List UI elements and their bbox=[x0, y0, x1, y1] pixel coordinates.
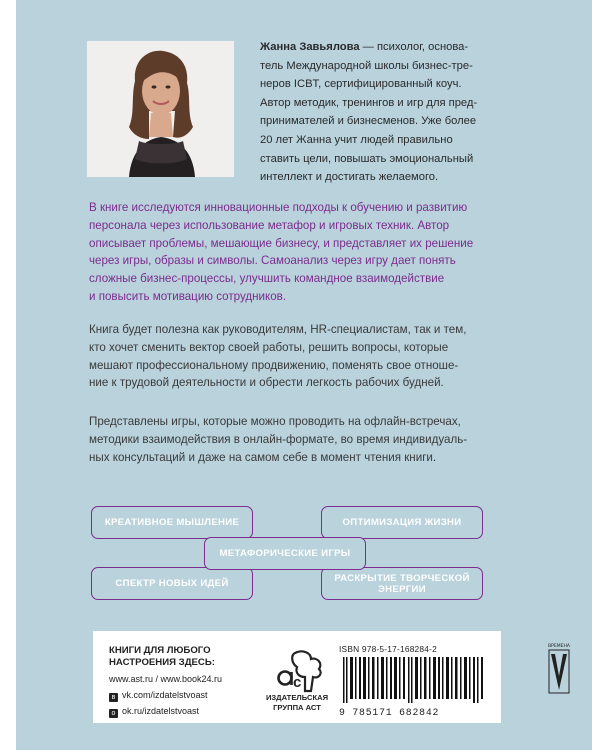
author-bio-line: интеллект и достигать желаемого. bbox=[260, 171, 439, 184]
vk-icon: в bbox=[109, 693, 118, 702]
svg-text:c: c bbox=[293, 674, 302, 691]
description-paragraph bbox=[89, 199, 539, 306]
paragraph-line: Книга будет полезна как руководителям, HR-специалистам, так и тем, bbox=[89, 323, 467, 336]
author-bio-line: 20 лет Жанна учит людей правильно bbox=[260, 133, 453, 146]
website-link-text: www.ast.ru / www.book24.ru bbox=[109, 674, 223, 684]
publisher-name-line: ИЗДАТЕЛЬСКАЯ bbox=[265, 693, 329, 702]
tag-creative-energy: РАСКРЫТИЕ ТВОРЧЕСКОЙ ЭНЕРГИИ bbox=[321, 567, 483, 600]
publisher-name-line: ГРУППА АСТ bbox=[273, 703, 321, 712]
publisher-panel bbox=[93, 631, 501, 723]
isbn-label: ISBN 978-5-17-168284-2 bbox=[339, 644, 437, 654]
promo-heading-line: КНИГИ ДЛЯ ЛЮБОГО bbox=[109, 645, 211, 656]
audience-paragraph bbox=[89, 321, 539, 392]
paragraph-line: описывает проблемы, мешающие бизнесу, и представляет их решение bbox=[89, 236, 474, 250]
website-link[interactable] bbox=[109, 674, 222, 684]
isbn-digits: 9 785171 682842 bbox=[339, 707, 440, 718]
paragraph-line: Представлены игры, которые можно проводить на офлайн-встречах, bbox=[89, 415, 461, 428]
tag-life-optimization: ОПТИМИЗАЦИЯ ЖИЗНИ bbox=[321, 506, 483, 539]
paragraph-line: персонала через использование метафор и игровых техник. Автор bbox=[89, 218, 450, 232]
author-bio-line: — психолог, основа- bbox=[359, 41, 469, 53]
publisher-name bbox=[253, 693, 341, 713]
tag-metaphorical-games: МЕТАФОРИЧЕСКИЕ ИГРЫ bbox=[204, 537, 366, 570]
paragraph-line: ние к трудовой деятельности и обрести легкость рабочих будней. bbox=[89, 376, 444, 390]
author-bio-line: ставить цели, повышать эмоциональный bbox=[260, 152, 474, 165]
paragraph-line: мешают профессиональному продвижению, поменять свое отноше- bbox=[89, 358, 459, 372]
author-bio-line: тель Международной школы бизнес-тре- bbox=[260, 59, 473, 72]
tag-creative-thinking: КРЕАТИВНОЕ МЫШЛЕНИЕ bbox=[91, 506, 253, 539]
barcode-icon bbox=[341, 657, 489, 703]
contents-paragraph bbox=[89, 413, 539, 466]
author-bio-line: принимателей и бизнесменов. Уже более bbox=[260, 115, 477, 128]
book-back-cover bbox=[16, 0, 592, 750]
paragraph-line: сложные бизнес-процессы, улучшить командное взаимодействие bbox=[89, 272, 445, 286]
tag-new-ideas: СПЕКТР НОВЫХ ИДЕЙ bbox=[91, 567, 253, 600]
ok-link-text: ok.ru/izdatelstvoast bbox=[122, 706, 200, 716]
imprint-name: ВРЕМЕНА bbox=[548, 644, 570, 649]
vk-link-text: vk.com/izdatelstvoast bbox=[122, 690, 208, 700]
author-photo bbox=[87, 41, 234, 177]
paragraph-line: и повысить мотивацию сотрудников. bbox=[89, 289, 287, 303]
paragraph-line: В книге исследуются инновационные подходы к обучению и развитию bbox=[89, 201, 468, 214]
author-name: Жанна Завьялова bbox=[260, 41, 360, 53]
author-bio bbox=[260, 38, 516, 187]
paragraph-line: методики взаимодействия в онлайн-формате, во время индивидуаль- bbox=[89, 432, 468, 446]
ok-icon: о bbox=[109, 709, 118, 718]
paragraph-line: ных консультаций и даже на самом себе в момент чтения книги. bbox=[89, 450, 437, 464]
author-bio-line: Автор методик, тренингов и игр для пред- bbox=[260, 96, 478, 109]
promo-heading-line: НАСТРОЕНИЯ ЗДЕСЬ: bbox=[109, 657, 215, 668]
promo-heading bbox=[109, 645, 215, 669]
vremya-logo-icon bbox=[547, 640, 571, 696]
paragraph-line: кто хочет сменить вектор своей работы, решить вопросы, которые bbox=[89, 340, 449, 354]
author-bio-line: неров ICBT, сертифицированный коуч. bbox=[260, 78, 462, 91]
vk-link[interactable] bbox=[109, 690, 208, 702]
ok-link[interactable] bbox=[109, 706, 199, 718]
paragraph-line: через игры, образы и символы. Самоанализ через игру дает понять bbox=[89, 254, 456, 268]
